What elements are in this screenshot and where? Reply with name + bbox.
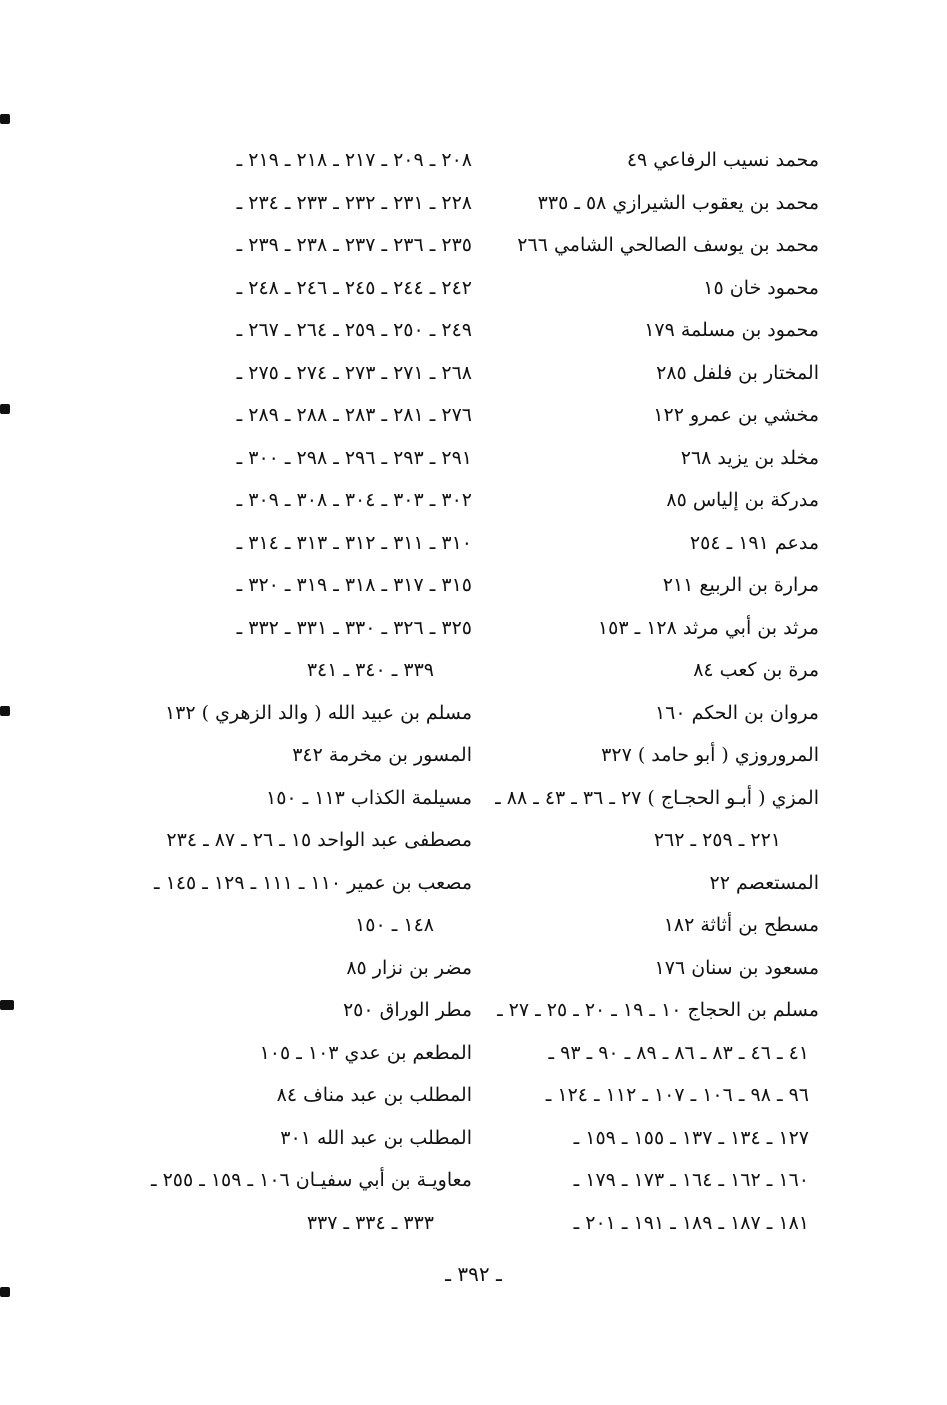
scan-edge-mark xyxy=(0,114,10,124)
index-entry: المستعصم ٢٢ xyxy=(709,871,819,894)
index-entry: محمود بن مسلمة ١٧٩ xyxy=(644,319,819,341)
index-entry-continuation: ٩٦ ـ ٩٨ ـ ١٠٦ ـ ١٠٧ ـ ١١٢ ـ ١٢٤ ـ xyxy=(545,1084,809,1106)
index-entry: المطلب بن عبد الله ٣٠١ xyxy=(280,1126,472,1149)
index-entry-continuation: ٣١٠ ـ ٣١١ ـ ٣١٢ ـ ٣١٣ ـ ٣١٤ ـ xyxy=(236,531,472,554)
index-entry: مرارة بن الربيع ٢١١ xyxy=(662,574,819,596)
index-entry: مروان بن الحكم ١٦٠ xyxy=(654,701,819,724)
page-number: ـ ٣٩٢ ـ xyxy=(445,1262,502,1286)
index-entry: معاويـة بن أبي سفيـان ١٠٦ ـ ١٥٩ ـ ٢٥٥ ـ xyxy=(150,1169,472,1191)
index-entry-continuation: ٣٣٩ ـ ٣٤٠ ـ ٣٤١ xyxy=(306,659,434,681)
index-entry: محمد نسيب الرفاعي ٤٩ xyxy=(626,149,819,171)
index-entry: المزي ( أبـو الحجـاج ) ٢٧ ـ ٣٦ ـ ٤٣ ـ ٨٨ ـ xyxy=(495,786,819,809)
index-entry-continuation: ٢٤٢ ـ ٢٤٤ ـ ٢٤٥ ـ ٢٤٦ ـ ٢٤٨ ـ xyxy=(236,276,472,299)
index-entry-continuation: ٢٠٨ ـ ٢٠٩ ـ ٢١٧ ـ ٢١٨ ـ ٢١٩ ـ xyxy=(236,149,472,171)
index-entry-continuation: ١٢٧ ـ ١٣٤ ـ ١٣٧ ـ ١٥٥ ـ ١٥٩ ـ xyxy=(573,1126,809,1149)
left-column xyxy=(112,139,472,1244)
index-entry-continuation: ٢٣٥ ـ ٢٣٦ ـ ٢٣٧ ـ ٢٣٨ ـ ٢٣٩ ـ xyxy=(236,234,472,256)
index-entry: مصطفى عبد الواحد ١٥ ـ ٢٦ ـ ٨٧ ـ ٢٣٤ xyxy=(166,829,472,851)
index-entry: محمد بن يوسف الصالحي الشامي ٢٦٦ xyxy=(517,234,819,256)
scan-edge-mark xyxy=(0,1000,14,1010)
index-entry: مضر بن نزار ٨٥ xyxy=(346,956,472,979)
index-entry-continuation: ٣١٥ ـ ٣١٧ ـ ٣١٨ ـ ٣١٩ ـ ٣٢٠ ـ xyxy=(236,574,472,596)
index-entry-continuation: ٣٠٢ ـ ٣٠٣ ـ ٣٠٤ ـ ٣٠٨ ـ ٣٠٩ ـ xyxy=(236,489,472,511)
index-entry: مسلم بن الحجاج ١٠ ـ ١٩ ـ ٢٠ ـ ٢٥ ـ ٢٧ ـ xyxy=(497,999,819,1021)
index-entry-continuation: ٣٢٥ ـ ٣٢٦ ـ ٣٣٠ ـ ٣٣١ ـ ٣٣٢ ـ xyxy=(236,616,472,639)
index-entry: محمد بن يعقوب الشيرازي ٥٨ ـ ٣٣٥ xyxy=(537,191,819,214)
index-entry: المطعم بن عدي ١٠٣ ـ ١٠٥ xyxy=(259,1041,472,1064)
index-entry: المطلب بن عبد مناف ٨٤ xyxy=(276,1084,472,1106)
index-entry-continuation: ٢٦٨ ـ ٢٧١ ـ ٢٧٣ ـ ٢٧٤ ـ ٢٧٥ ـ xyxy=(236,361,472,384)
index-entry: مصعب بن عمير ١١٠ ـ ١١١ ـ ١٢٩ ـ ١٤٥ ـ xyxy=(154,871,472,894)
index-entry: مطر الوراق ٢٥٠ xyxy=(342,999,472,1021)
scan-edge-mark xyxy=(0,1287,10,1297)
index-entry-continuation: ١٤٨ ـ ١٥٠ xyxy=(355,914,434,936)
index-entry: مخلد بن يزيد ٢٦٨ xyxy=(680,446,819,469)
index-entry: المسور بن مخرمة ٣٤٢ xyxy=(292,744,472,766)
index-entry: مدعم ١٩١ ـ ٢٥٤ xyxy=(689,531,819,554)
index-entry-continuation: ٢٩١ ـ ٢٩٣ ـ ٢٩٦ ـ ٢٩٨ ـ ٣٠٠ ـ xyxy=(236,446,472,469)
index-entry-continuation: ١٦٠ ـ ١٦٢ ـ ١٦٤ ـ ١٧٣ ـ ١٧٩ ـ xyxy=(573,1169,809,1191)
scan-edge-mark xyxy=(0,404,10,414)
index-entry-continuation: ٤١ ـ ٤٦ ـ ٨٣ ـ ٨٦ ـ ٨٩ ـ ٩٠ ـ ٩٣ ـ xyxy=(548,1041,809,1064)
index-entry: مسلم بن عبيد الله ( والد الزهري ) ١٣٢ xyxy=(164,701,472,724)
right-column xyxy=(459,139,819,1244)
index-entry: مرة بن كعب ٨٤ xyxy=(693,659,819,681)
index-entry-continuation: ٢٢٨ ـ ٢٣١ ـ ٢٣٢ ـ ٢٣٣ ـ ٢٣٤ ـ xyxy=(236,191,472,214)
index-entry: مسعود بن سنان ١٧٦ xyxy=(654,956,819,979)
index-entry-continuation: ٢٤٩ ـ ٢٥٠ ـ ٢٥٩ ـ ٢٦٤ ـ ٢٦٧ ـ xyxy=(236,319,472,341)
index-entry-continuation: ٢٢١ ـ ٢٥٩ ـ ٢٦٢ xyxy=(653,829,781,851)
index-entry-continuation: ٢٧٦ ـ ٢٨١ ـ ٢٨٣ ـ ٢٨٨ ـ ٢٨٩ ـ xyxy=(236,404,472,426)
index-entry: مرثد بن أبي مرثد ١٢٨ ـ ١٥٣ xyxy=(597,616,819,639)
index-entry: المختار بن فلفل ٢٨٥ xyxy=(656,361,819,384)
index-entry: مدركة بن إلياس ٨٥ xyxy=(666,489,819,511)
index-entry: مسيلمة الكذاب ١١٣ ـ ١٥٠ xyxy=(265,786,472,809)
index-entry-continuation: ٣٣٣ ـ ٣٣٤ ـ ٣٣٧ xyxy=(306,1211,434,1234)
scan-edge-mark xyxy=(0,706,10,716)
index-entry-continuation: ١٨١ ـ ١٨٧ ـ ١٨٩ ـ ١٩١ ـ ٢٠١ ـ xyxy=(573,1211,809,1234)
index-entry: المروروزي ( أبو حامد ) ٣٢٧ xyxy=(601,744,819,766)
index-entry: محمود خان ١٥ xyxy=(703,276,819,299)
index-entry: مخشي بن عمرو ١٢٢ xyxy=(653,404,819,426)
index-entry: مسطح بن أثاثة ١٨٢ xyxy=(663,914,819,936)
